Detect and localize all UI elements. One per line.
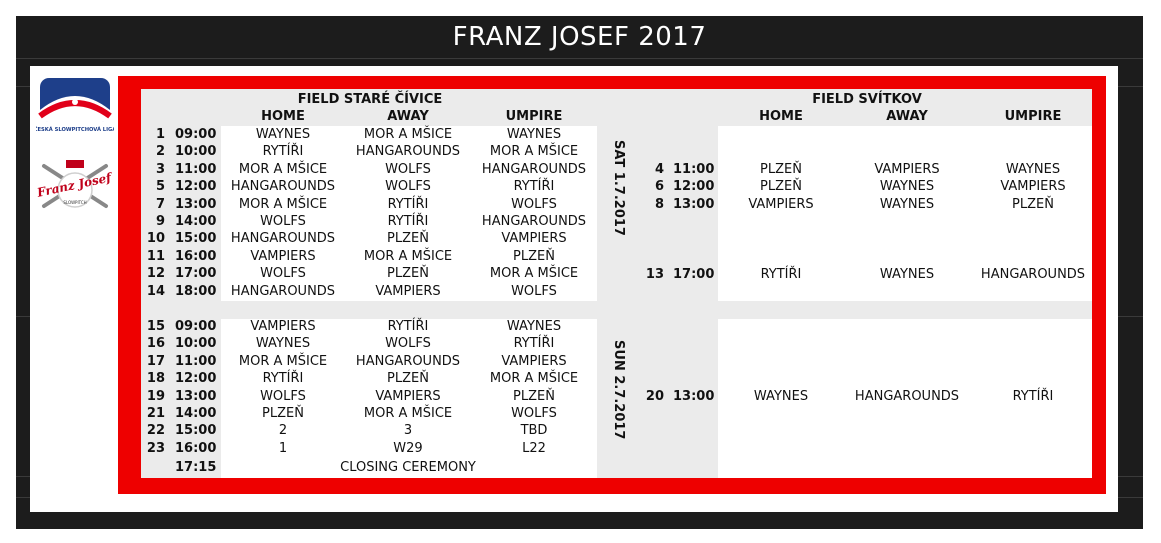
away-team: HANGAROUNDS	[355, 144, 461, 160]
away-team: MOR A MŠICE	[363, 248, 453, 264]
game-number: 10	[146, 231, 165, 247]
home-team: RYTÍŘI	[262, 371, 304, 387]
game-time: 10:00	[175, 336, 217, 352]
field-title-left: FIELD STARÉ ČÍVICE	[297, 92, 443, 107]
home-team: WAYNES	[753, 389, 809, 404]
game-time: 13:00	[175, 196, 217, 212]
game-number: 8	[654, 197, 664, 212]
umpire-team: HANGAROUNDS	[980, 267, 1086, 282]
home-team: WOLFS	[260, 266, 306, 282]
column-header-away: AWAY	[387, 109, 429, 124]
umpire-team: MOR A MŠICE	[489, 144, 579, 160]
closing-ceremony: CLOSING CEREMONY	[340, 460, 476, 475]
frame-line	[16, 58, 1143, 59]
game-time: 13:00	[673, 389, 715, 404]
tournament-logo	[36, 160, 114, 207]
logo-column	[36, 76, 114, 226]
game-number: 22	[146, 423, 165, 439]
game-time: 10:00	[175, 144, 217, 160]
game-time: 09:00	[175, 127, 217, 142]
home-team: WOLFS	[260, 388, 306, 404]
league-logo-text: ČESKÁ SLOWPITCHOVÁ LIGA	[36, 127, 114, 133]
column-header-umpire: UMPIRE	[1004, 109, 1062, 124]
home-team: PLZEŇ	[262, 406, 304, 421]
away-team: VAMPIERS	[874, 162, 940, 177]
home-team: MOR A MŠICE	[238, 161, 328, 177]
umpire-team: WAYNES	[506, 127, 562, 142]
game-number: 5	[155, 179, 165, 195]
home-team: MOR A MŠICE	[238, 196, 328, 212]
away-team: WOLFS	[385, 179, 431, 195]
page-title: FRANZ JOSEF 2017	[452, 22, 707, 52]
game-number: 12	[146, 266, 165, 282]
away-team: 3	[403, 423, 413, 439]
game-number: 3	[155, 161, 165, 177]
umpire-team: WOLFS	[511, 406, 557, 421]
game-time: 18:00	[175, 283, 217, 299]
game-time: 11:00	[175, 161, 217, 177]
column-header-home: HOME	[261, 109, 305, 124]
away-team: VAMPIERS	[375, 388, 441, 404]
away-team: MOR A MŠICE	[363, 406, 453, 421]
home-team: RYTÍŘI	[262, 144, 304, 160]
away-team: PLZEŇ	[387, 371, 429, 387]
umpire-team: RYTÍŘI	[1012, 389, 1054, 404]
umpire-team: MOR A MŠICE	[489, 371, 579, 387]
game-number: 6	[654, 179, 664, 194]
away-team: RYTÍŘI	[387, 319, 429, 334]
game-number: 17	[146, 353, 165, 369]
home-team: HANGAROUNDS	[230, 179, 336, 195]
column-header-umpire: UMPIRE	[505, 109, 563, 124]
home-team: WAYNES	[255, 127, 311, 142]
game-number: 19	[146, 388, 165, 404]
home-team: HANGAROUNDS	[230, 231, 336, 247]
game-number: 11	[146, 248, 165, 264]
away-team: HANGAROUNDS	[355, 353, 461, 369]
away-team: VAMPIERS	[375, 283, 441, 299]
game-number: 18	[146, 371, 165, 387]
game-time: 17:00	[175, 266, 217, 282]
umpire-team: MOR A MŠICE	[489, 266, 579, 282]
umpire-team: HANGAROUNDS	[481, 161, 587, 177]
home-team: RYTÍŘI	[760, 267, 802, 282]
game-number: 23	[146, 440, 165, 456]
game-number: 16	[146, 336, 165, 352]
away-team: WAYNES	[879, 267, 935, 282]
umpire-team: HANGAROUNDS	[481, 214, 587, 229]
umpire-team: RYTÍŘI	[513, 179, 555, 195]
game-number: 21	[146, 406, 165, 421]
home-team: VAMPIERS	[250, 319, 316, 334]
game-time: 14:00	[175, 214, 217, 229]
game-time: 12:00	[175, 179, 217, 195]
game-time: 13:00	[175, 388, 217, 404]
game-time: 15:00	[175, 423, 217, 439]
game-time: 16:00	[175, 440, 217, 456]
game-number: 4	[654, 162, 664, 177]
game-number: 2	[155, 144, 165, 160]
umpire-team: TBD	[520, 423, 548, 439]
umpire-team: PLZEŇ	[513, 388, 555, 404]
game-time: 11:00	[673, 162, 715, 177]
umpire-team: VAMPIERS	[501, 231, 567, 247]
game-number: 9	[155, 214, 165, 229]
home-team: WAYNES	[255, 336, 311, 352]
field-title-right: FIELD SVÍTKOV	[812, 92, 922, 107]
tournament-logo-text: Franz Josef	[36, 170, 113, 200]
home-team: 1	[278, 440, 288, 456]
game-time: 17:00	[673, 267, 715, 282]
column-header-home: HOME	[759, 109, 803, 124]
game-number: 15	[146, 319, 165, 334]
game-number: 1	[155, 127, 165, 142]
umpire-team: PLZEŇ	[1012, 197, 1054, 212]
closing-time: 17:15	[175, 460, 217, 475]
umpire-team: VAMPIERS	[501, 353, 567, 369]
game-time: 12:00	[175, 371, 217, 387]
away-team: MOR A MŠICE	[363, 127, 453, 142]
away-team: RYTÍŘI	[387, 214, 429, 229]
game-time: 14:00	[175, 406, 217, 421]
game-time: 16:00	[175, 248, 217, 264]
home-team: WOLFS	[260, 214, 306, 229]
away-team: WOLFS	[385, 336, 431, 352]
away-team: WAYNES	[879, 197, 935, 212]
home-team: HANGAROUNDS	[230, 283, 336, 299]
away-team: PLZEŇ	[387, 266, 429, 282]
day-label-saturday: SAT 1.7.2017	[611, 140, 626, 236]
game-number: 14	[146, 283, 165, 299]
home-team: PLZEŇ	[760, 179, 802, 194]
game-time: 15:00	[175, 231, 217, 247]
home-team: PLZEŇ	[760, 162, 802, 177]
umpire-team: WAYNES	[506, 319, 562, 334]
tournament-logo-sub: SLOWPITCH	[63, 200, 87, 205]
game-number: 20	[645, 389, 664, 404]
home-team: VAMPIERS	[250, 248, 316, 264]
umpire-team: WOLFS	[511, 283, 557, 299]
away-team: W29	[393, 440, 423, 456]
game-time: 09:00	[175, 319, 217, 334]
away-team: WAYNES	[879, 179, 935, 194]
away-team: WOLFS	[385, 161, 431, 177]
home-team: MOR A MŠICE	[238, 353, 328, 369]
home-team: VAMPIERS	[748, 197, 814, 212]
game-time: 12:00	[673, 179, 715, 194]
away-team: RYTÍŘI	[387, 196, 429, 212]
umpire-team: RYTÍŘI	[513, 336, 555, 352]
day-label-sunday: SUN 2.7.2017	[611, 340, 626, 440]
away-team: PLZEŇ	[387, 231, 429, 247]
column-header-away: AWAY	[886, 109, 928, 124]
umpire-team: VAMPIERS	[1000, 179, 1066, 194]
game-number: 7	[155, 196, 165, 212]
game-time: 11:00	[175, 353, 217, 369]
umpire-team: L22	[522, 440, 546, 456]
league-logo	[36, 76, 114, 226]
game-number: 13	[645, 267, 664, 282]
umpire-team: WAYNES	[1005, 162, 1061, 177]
game-time: 13:00	[673, 197, 715, 212]
away-team: HANGAROUNDS	[854, 389, 960, 404]
umpire-team: PLZEŇ	[513, 248, 555, 264]
home-team: 2	[278, 423, 288, 439]
umpire-team: WOLFS	[511, 196, 557, 212]
